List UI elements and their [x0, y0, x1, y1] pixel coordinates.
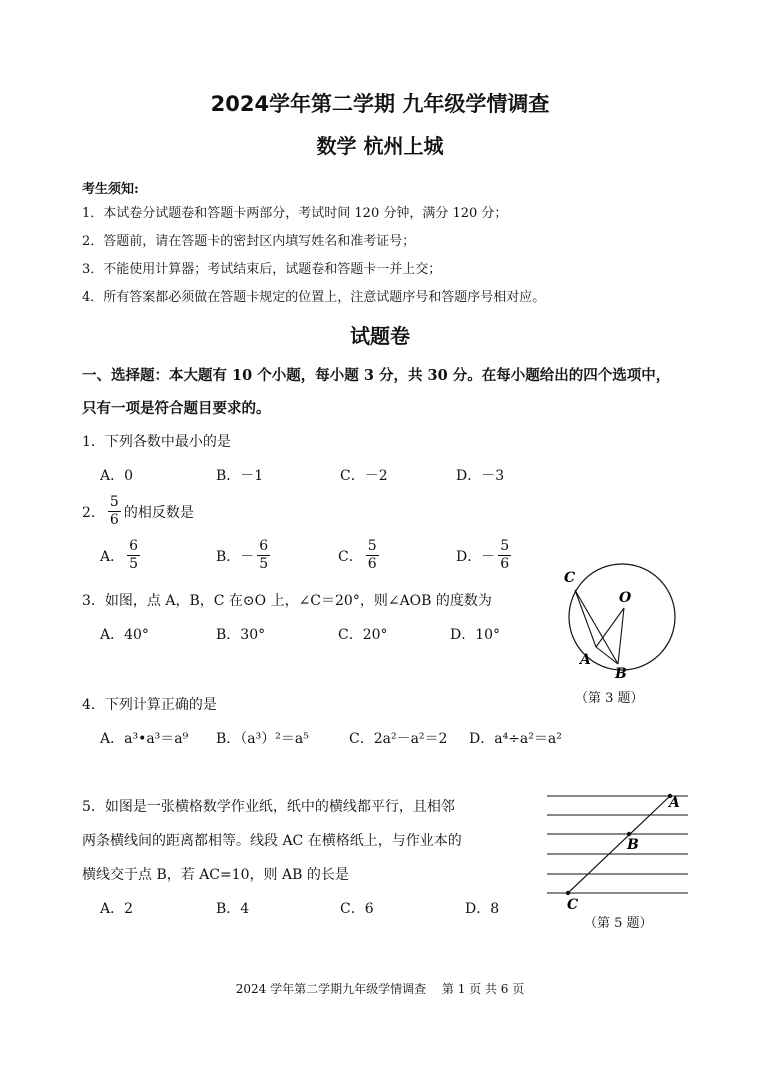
- notice-item-2: 2．答题前，请在答题卡的密封区内填写姓名和准考证号；: [82, 234, 416, 249]
- q5-option-b: B．4: [216, 901, 250, 917]
- notice-item-4: 4．所有答案都必须做在答题卡规定的位置上，注意试题序号和答题序号相对应。: [82, 290, 546, 305]
- q3-figure-caption: （第 3 题）: [575, 691, 644, 706]
- page-title: 2024学年第二学期 九年级学情调查: [210, 92, 550, 116]
- q2-option-d: [456, 538, 514, 573]
- q3-label-a: A: [580, 652, 591, 668]
- q5-label-c: C: [567, 897, 579, 912]
- q3-option-d: D．10°: [450, 627, 501, 643]
- q5-option-a: A．2: [100, 901, 134, 917]
- q2-option-d-numerator: 5: [500, 538, 510, 554]
- q3-segment-oa: [596, 608, 624, 647]
- section-heading-line1: 一、选择题：本大题有 10 个小题，每小题 3 分，共 30 分。在每小题给出的四个选项中，: [82, 367, 671, 384]
- q2-option-a-label: A．: [100, 548, 125, 565]
- q2-option-b-denominator: 5: [259, 556, 269, 572]
- q5-label-b: B: [627, 837, 639, 853]
- q5-label-a: A: [669, 795, 680, 811]
- page-footer: 2024 学年第二学期九年级学情调查 第 1 页 共 6 页: [235, 982, 525, 996]
- q2-option-b: [216, 538, 273, 573]
- q2-option-c: [338, 538, 382, 573]
- notice-item-1: 1．本试卷分试题卷和答题卡两部分，考试时间 120 分钟，满分 120 分；: [82, 206, 508, 221]
- q3-label-o: O: [619, 590, 632, 606]
- q2-fraction: [108, 494, 121, 529]
- q2-option-c-numerator: 5: [367, 538, 377, 554]
- q2-fraction-numerator: 5: [109, 494, 119, 510]
- q1-option-c: C．－2: [340, 468, 388, 484]
- q2-fraction-denominator: 6: [109, 512, 119, 528]
- q2-option-d-fraction: [498, 538, 511, 573]
- section-heading-line2: 只有一项是符合题目要求的。: [82, 400, 271, 417]
- q3-segment-ob: [618, 608, 624, 664]
- q2-stem: [82, 494, 194, 529]
- q2-option-d-denominator: 6: [500, 556, 510, 572]
- q2-option-c-denominator: 6: [367, 556, 377, 572]
- q3-label-b: B: [615, 666, 627, 682]
- q5-option-d: D．8: [465, 901, 500, 917]
- q3-segment-ab: [596, 647, 618, 664]
- q4-option-c: C．2a²－a²＝2: [349, 731, 448, 747]
- q3-label-c: C: [564, 570, 576, 586]
- q3-option-a: A．40°: [100, 627, 149, 643]
- q2-option-d-sign: －: [481, 548, 496, 565]
- q2-option-a-denominator: 5: [129, 556, 139, 572]
- q5-stem-line3: 横线交于点 B，若 AC=10，则 AB 的长是: [82, 867, 349, 883]
- q3-circle-figure: [555, 560, 705, 685]
- q5-point-b: [627, 832, 631, 836]
- q3-stem: 3．如图，点 A，B，C 在⊙O 上，∠C＝20°，则∠AOB 的度数为: [82, 593, 492, 609]
- q2-number: 2．: [82, 504, 105, 521]
- page-subtitle: 数学 杭州上城: [316, 134, 444, 158]
- q1-option-b: B．－1: [216, 468, 264, 484]
- q2-option-b-numerator: 6: [259, 538, 269, 554]
- q2-option-a: [100, 538, 143, 573]
- q5-segment-ac: [568, 796, 670, 893]
- q4-option-d: D．a⁴÷a²＝a²: [469, 731, 562, 747]
- notice-heading: 考生须知:: [82, 182, 139, 197]
- q5-figure-caption: （第 5 题）: [584, 916, 653, 931]
- q5-stem-line1: 5．如图是一张横格数学作业纸，纸中的横线都平行，且相邻: [82, 799, 455, 815]
- q5-point-c: [566, 891, 570, 895]
- q2-option-c-fraction: [366, 538, 379, 573]
- q2-option-a-fraction: [127, 538, 140, 573]
- q1-option-a: A．0: [100, 468, 134, 484]
- q2-option-b-sign: －: [240, 548, 255, 565]
- q5-stem-line2: 两条横线间的距离都相等。线段 AC 在横格纸上，与作业本的: [82, 833, 462, 849]
- notice-item-3: 3．不能使用计算器；考试结束后，试题卷和答题卡一并上交；: [82, 262, 442, 277]
- q3-option-c: C．20°: [338, 627, 388, 643]
- paper-title: 试题卷: [350, 324, 410, 348]
- q2-option-b-label: B．: [216, 548, 241, 565]
- q4-option-b: B．（a³）²＝a⁵: [216, 731, 309, 747]
- q4-stem: 4．下列计算正确的是: [82, 697, 217, 713]
- q3-option-b: B．30°: [216, 627, 266, 643]
- q1-stem: 1．下列各数中最小的是: [82, 434, 231, 450]
- q4-option-a: A．a³•a³＝a⁹: [100, 731, 189, 747]
- q5-lined-paper-figure: [545, 786, 695, 912]
- q1-option-d: D．－3: [456, 468, 505, 484]
- q2-option-b-fraction: [257, 538, 270, 573]
- q2-option-c-label: C．: [338, 548, 363, 565]
- q5-option-c: C．6: [340, 901, 374, 917]
- q3-segment-ca: [575, 590, 596, 647]
- q2-option-d-label: D．: [456, 548, 482, 565]
- q2-stem-text: 的相反数是: [123, 504, 194, 521]
- q2-option-a-numerator: 6: [129, 538, 139, 554]
